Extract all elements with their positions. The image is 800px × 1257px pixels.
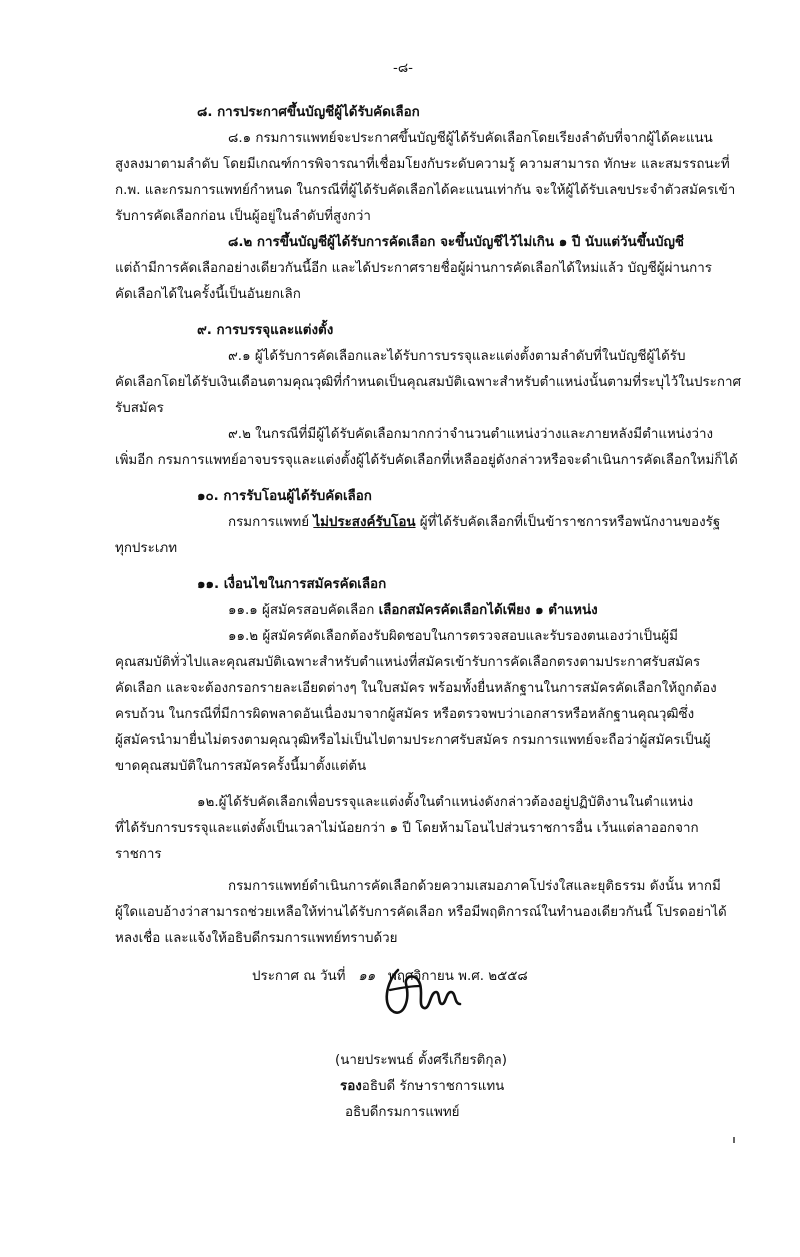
section-10-line-2: ทุกประเภท xyxy=(115,541,178,556)
section-8-1-line-4: รับการคัดเลือกก่อน เป็นผู้อยู่ในลำดับที่สูงกว่า xyxy=(115,209,371,224)
scan-mark xyxy=(733,1137,735,1143)
section-9-2-line-1: ๙.๒ ในกรณีที่มีผู้ได้รับคัดเลือกมากกว่าจำนวนตำแหน่งว่างและภายหลังมีตำแหน่งว่าง xyxy=(228,427,714,442)
signer-title: อธิบดีกรมการแพทย์ xyxy=(345,1105,460,1120)
section-9-2-line-2: เพิ่มอีก กรมการแพทย์อาจบรรจุและแต่งตั้งผู้ได้รับคัดเลือกที่เหลืออยู่ดังกล่าวหรือจะดำเนินการคัดเลือกใหม่ก็ได้ xyxy=(115,453,738,468)
announce-day: ๑๑ xyxy=(358,969,376,984)
section-11-heading: ๑๑. เงื่อนไขในการสมัครคัดเลือก xyxy=(197,577,387,592)
signer-name: (นายประพนธ์ ตั้งศรีเกียรติกุล) xyxy=(335,1053,507,1068)
section-8-2-line-3: คัดเลือกได้ในครั้งนี้เป็นอันยกเลิก xyxy=(115,287,301,302)
signer-position-bold: รอง xyxy=(340,1079,362,1094)
section-9-heading: ๙. การบรรจุและแต่งตั้ง xyxy=(197,323,334,338)
section-8-1-line-1: ๘.๑ กรมการแพทย์จะประกาศขึ้นบัญชีผู้ได้รับคัดเลือกโดยเรียงลำดับที่จากผู้ได้คะแนน xyxy=(228,131,713,146)
section-8-1-line-2: สูงลงมาตามลำดับ โดยมีเกณฑ์การพิจารณาที่เชื่อมโยงกับระดับความรู้ ความสามารถ ทักษะ และสมรรถนะที่ xyxy=(115,157,730,172)
section-8-2-line-2: แต่ถ้ามีการคัดเลือกอย่างเดียวกันนี้อีก และได้ประกาศรายชื่อผู้ผ่านการคัดเลือกได้ใหม่แล้ว บัญชีผู้ผ่านการ xyxy=(115,261,712,276)
section-10-heading: ๑๐. การรับโอนผู้ได้รับคัดเลือก xyxy=(197,489,372,504)
signer-position xyxy=(340,1078,504,1096)
section-11-2-line-5: ผู้สมัครนำมายื่นไม่ตรงตามคุณวุฒิหรือไม่เป็นไปตามประกาศรับสมัคร กรมการแพทย์จะถือว่าผู้สมัครเป็นผู้ xyxy=(115,733,711,748)
section-11-2-line-3: คัดเลือก และจะต้องกรอกรายละเอียดต่างๆ ในใบสมัคร พร้อมทั้งยื่นหลักฐานในการสมัครคัดเลือกให้ถูกต้อง xyxy=(115,681,717,696)
section-11-1-text: ๑๑.๑ ผู้สมัครสอบคัดเลือก xyxy=(228,603,379,618)
section-8-heading: ๘. การประกาศขึ้นบัญชีผู้ได้รับคัดเลือก xyxy=(197,105,420,120)
closing-line-2: ผู้ใดแอบอ้างว่าสามารถช่วยเหลือให้ท่านได้รับการคัดเลือก หรือมีพฤติการณ์ในทำนองเดียวกันนี้ โปรดอย่าได้ xyxy=(115,905,727,920)
section-12-line-2: ที่ได้รับการบรรจุและแต่งตั้งเป็นเวลาไม่น้อยกว่า ๑ ปี โดยห้ามโอนไปส่วนราชการอื่น เว้นแต่ลาออกจาก xyxy=(115,821,699,836)
section-12-line-3: ราชการ xyxy=(115,847,162,862)
section-10-text-a: กรมการแพทย์ xyxy=(228,515,314,530)
section-9-1-line-2: คัดเลือกโดยได้รับเงินเดือนตามคุณวุฒิที่กำหนดเป็นคุณสมบัติเฉพาะสำหรับตำแหน่งนั้นตามที่ระบุไว้ในประกาศ xyxy=(115,375,741,390)
section-12-line-1: ๑๒.ผู้ได้รับคัดเลือกเพื่อบรรจุและแต่งตั้งในตำแหน่งดังกล่าวต้องอยู่ปฏิบัติงานในตำแหน่ง xyxy=(197,795,694,810)
section-10-emphasis: ไม่ประสงค์รับโอน xyxy=(313,515,416,530)
page-number: -๘- xyxy=(393,61,413,76)
section-11-2-line-6: ขาดคุณสมบัติในการสมัครครั้งนี้มาตั้งแต่ต้น xyxy=(115,759,367,774)
section-9-1-line-3: รับสมัคร xyxy=(115,401,164,416)
section-8-1-line-3: ก.พ. และกรมการแพทย์กำหนด ในกรณีที่ผู้ได้รับคัดเลือกได้คะแนนเท่ากัน จะให้ผู้ได้รับเลขประจำตัวสมัครเข้า xyxy=(115,183,736,198)
signer-position-rest: อธิบดี รักษาราชการแทน xyxy=(361,1079,505,1094)
section-11-1-emphasis: เลือกสมัครคัดเลือกได้เพียง ๑ ตำแหน่ง xyxy=(378,603,598,618)
announce-prefix: ประกาศ ณ วันที่ xyxy=(252,969,346,984)
section-11-2-line-4: ครบถ้วน ในกรณีที่มีการผิดพลาดอันเนื่องมาจากผู้สมัคร หรือตรวจพบว่าเอกสารหรือหลักฐานคุณวุฒิซึ่ง xyxy=(115,707,695,722)
signature-image xyxy=(376,962,466,1020)
closing-line-3: หลงเชื่อ และแจ้งให้อธิบดีกรมการแพทย์ทราบด้วย xyxy=(115,931,398,946)
section-8-2-lead: ๘.๒ การขึ้นบัญชีผู้ได้รับการคัดเลือก จะขึ้นบัญชีไว้ไม่เกิน ๑ ปี นับแต่วันขึ้นบัญชี xyxy=(228,235,685,250)
section-10-line-1 xyxy=(228,514,720,532)
section-11-1-line xyxy=(228,602,598,620)
announce-month-year: พฤศจิกายน พ.ศ. ๒๕๕๘ xyxy=(388,969,528,984)
section-10-text-c: ผู้ที่ได้รับคัดเลือกที่เป็นข้าราชการหรือพนักงานของรัฐ xyxy=(415,515,721,530)
section-11-2-line-1: ๑๑.๒ ผู้สมัครคัดเลือกต้องรับผิดชอบในการตรวจสอบและรับรองตนเองว่าเป็นผู้มี xyxy=(228,629,678,644)
section-9-1-line-1: ๙.๑ ผู้ได้รับการคัดเลือกและได้รับการบรรจุและแต่งตั้งตามลำดับที่ในบัญชีผู้ได้รับ xyxy=(228,349,686,364)
closing-line-1: กรมการแพทย์ดำเนินการคัดเลือกด้วยความเสมอภาคโปร่งใสและยุติธรรม ดังนั้น หากมี xyxy=(228,879,721,894)
section-11-2-line-2: คุณสมบัติทั่วไปและคุณสมบัติเฉพาะสำหรับตำแหน่งที่สมัครเข้ารับการคัดเลือกตรงตามประกาศรับสมัคร xyxy=(115,655,701,670)
